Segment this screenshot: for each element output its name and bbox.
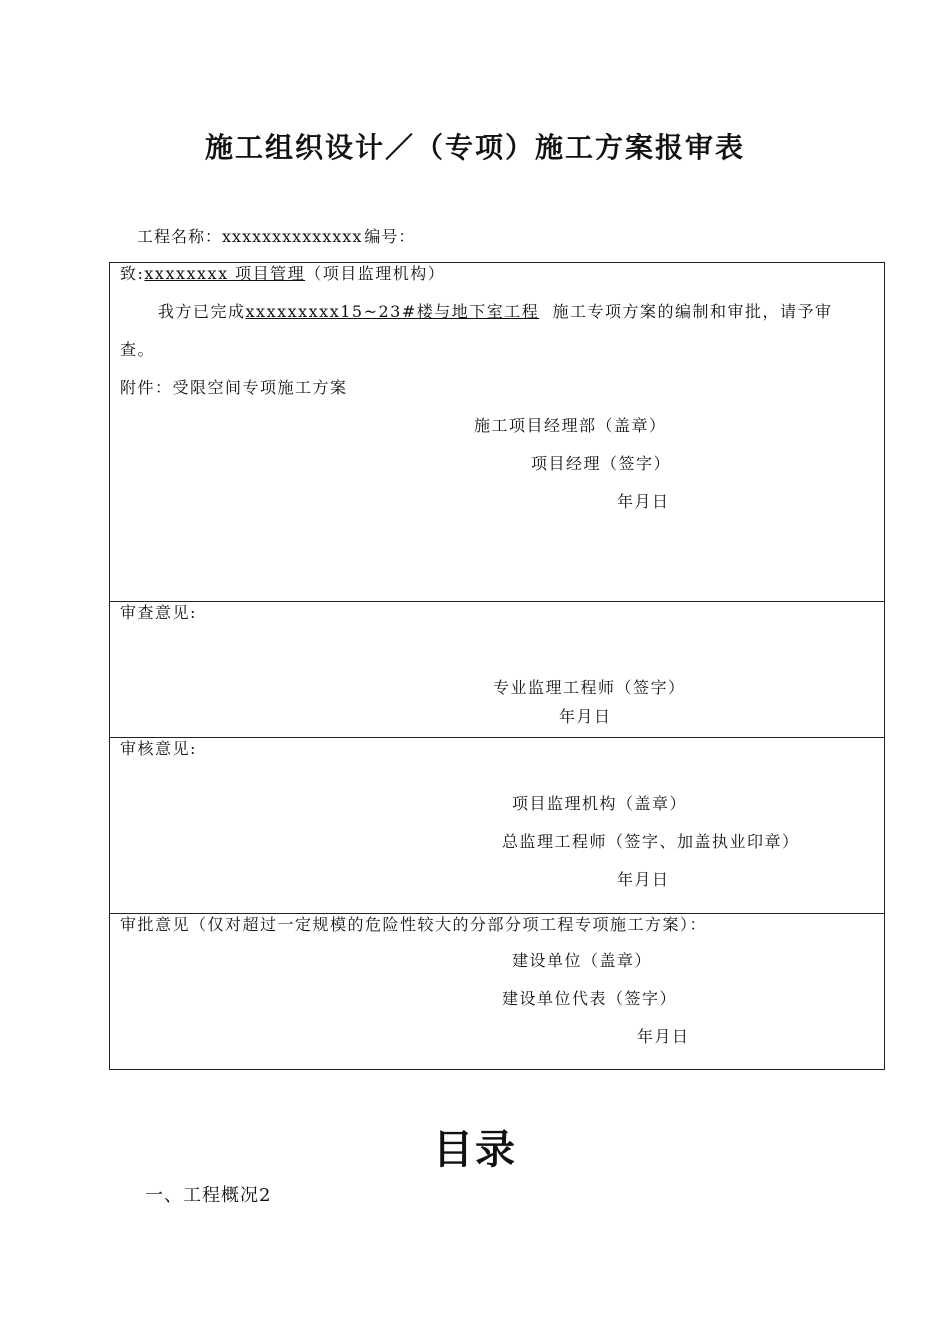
addressee-suffix: （项目监理机构） bbox=[305, 264, 446, 283]
addressee-line bbox=[120, 263, 445, 285]
document-title: 施工组织设计／（专项）施工方案报审表 bbox=[204, 131, 745, 164]
body-suffix: 施工专项方案的编制和审批，请予审 bbox=[552, 302, 833, 321]
supervision-org-seal: 项目监理机构（盖章） bbox=[512, 794, 688, 813]
approval-label: 审批意见（仅对超过一定规模的危险性较大的分部分项工程专项施工方案）： bbox=[120, 915, 708, 934]
submission-body-line bbox=[158, 301, 832, 323]
addressee-value: xxxxxxxx 项目管理 bbox=[144, 264, 306, 283]
approval-form-table bbox=[109, 262, 885, 1070]
chief-engineer-signature: 总监理工程师（签字、加盖执业印章） bbox=[502, 832, 800, 851]
addressee-prefix: 致: bbox=[120, 264, 145, 283]
review-date: 年月日 bbox=[559, 707, 612, 726]
project-name-label: 工程名称： bbox=[137, 227, 223, 246]
project-name-value: xxxxxxxxxxxxxx bbox=[222, 227, 363, 246]
toc-title: 目录 bbox=[433, 1126, 517, 1173]
approval-section bbox=[110, 914, 884, 1069]
body-project-name: xxxxxxxxx15~23#楼与地下室工程 bbox=[245, 302, 540, 321]
project-manager-signature: 项目经理（签字） bbox=[531, 454, 672, 473]
construction-unit-rep-signature: 建设单位代表（签字） bbox=[502, 989, 678, 1008]
audit-label: 审核意见: bbox=[120, 739, 197, 758]
audit-section bbox=[110, 738, 884, 914]
approval-date: 年月日 bbox=[637, 1027, 690, 1046]
toc-item[interactable]: 一、工程概况2 bbox=[145, 1185, 272, 1206]
submission-section bbox=[110, 263, 884, 602]
audit-date: 年月日 bbox=[617, 870, 670, 889]
attachment-line: 附件：受限空间专项施工方案 bbox=[120, 378, 348, 397]
number-label: 编号： bbox=[364, 227, 416, 246]
body-prefix: 我方已完成 bbox=[158, 302, 246, 321]
construction-dept-seal: 施工项目经理部（盖章） bbox=[474, 416, 667, 435]
review-section bbox=[110, 602, 884, 738]
submission-date: 年月日 bbox=[617, 492, 670, 511]
supervising-engineer-signature: 专业监理工程师（签字） bbox=[493, 678, 686, 697]
submission-body-line2: 查。 bbox=[120, 340, 156, 359]
project-info-line bbox=[137, 226, 415, 248]
review-label: 审查意见: bbox=[120, 603, 197, 622]
construction-unit-seal: 建设单位（盖章） bbox=[512, 951, 653, 970]
